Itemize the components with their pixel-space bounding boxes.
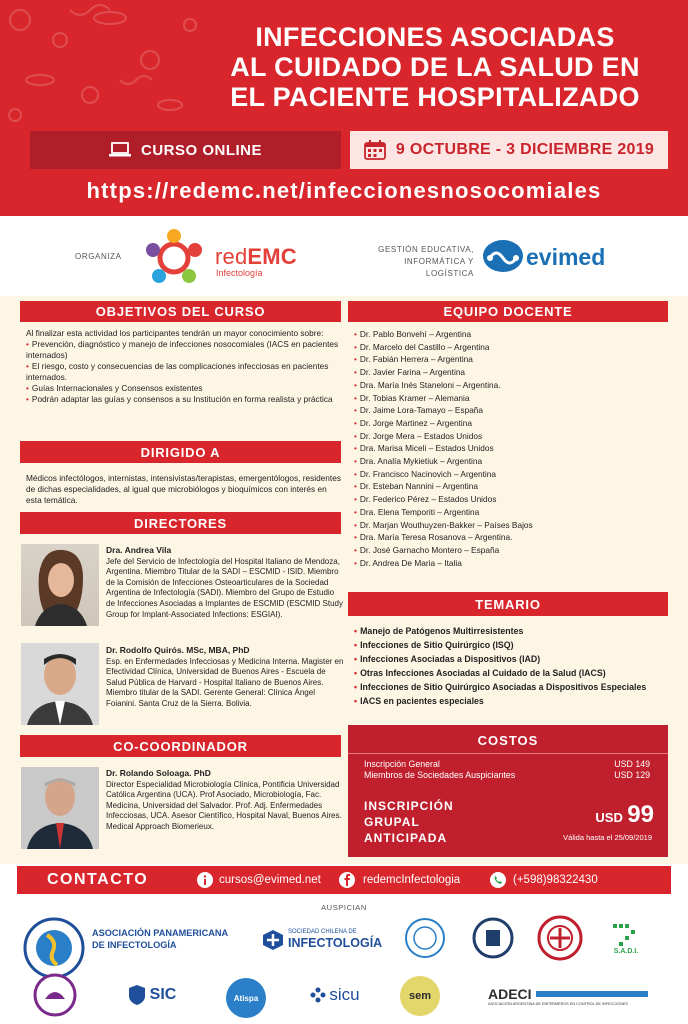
whatsapp-icon	[489, 871, 507, 889]
sponsors-area	[0, 912, 688, 1024]
costos-heading: COSTOS	[477, 733, 539, 748]
sochinf-logo-icon	[262, 928, 284, 952]
temario-list	[354, 624, 668, 708]
director-bio: Esp. en Enfermedades Infecciosas y Medicina Interna. Magister en Efectividad Clínica, Universidad de Buenos Aires - Escuela de Salud Pública de Harvard - Hospital Italiano de Buenos Aires. Miembro titular de la SADI. Gerente General: Clínica Ángel Foianini. Santa Cruz de la Sierra. Bolivia.	[106, 656, 344, 708]
contact-email-link[interactable]: cursos@evimed.net	[219, 874, 321, 886]
laptop-icon	[109, 142, 131, 158]
equipo-member: • Dra. Elena Temporiti – Argentina	[354, 506, 480, 517]
director-name: Dr. Rodolfo Quirós. MSc, MBA, PhD	[106, 645, 250, 655]
sochinf-name: SOCIEDAD CHILENA DE INFECTOLOGÍA	[288, 929, 383, 950]
title-line-1: INFECCIONES ASOCIADAS	[255, 22, 615, 52]
organiza-label: ORGANIZA	[75, 252, 122, 261]
info-icon	[197, 872, 213, 888]
objetivos-item: • Guías Internacionales y Consensos existentes	[26, 383, 203, 393]
apin-name: ASOCIACIÓN PANAMERICANA DE INFECTOLOGÍA	[92, 928, 229, 950]
equipo-member: • Dr. José Garnacho Montero – España	[354, 544, 500, 555]
temario-item: • Infecciones de Sitio Quirúrgico Asociadas a Dispositivos Especiales	[354, 682, 647, 692]
sic-logo: SIC	[112, 982, 192, 1008]
cocoordinador-bio: Director Especialidad Microbiología Clínica, Pontificia Universidad Católica Argentina (UCA). Prof Asociado, Microbiología, Fac. Medicina, Universidad del Salvador. Prof. Adj. Enfermedades Infecciosas, UCA. Asesor Científico, Hospital Naval, Buenos Aires. Medical Approach Biomerieux.	[106, 779, 342, 831]
header-banner	[0, 0, 688, 216]
evimed-wordmark: evimed	[526, 244, 606, 270]
equipo-list	[354, 328, 668, 569]
cocoordinador-photo	[21, 767, 99, 849]
equipo-member: • Dr. Pablo Bonvehí – Argentina	[354, 329, 472, 339]
page-title	[200, 22, 670, 112]
cocoordinador-heading: CO-COORDINADOR	[20, 735, 341, 757]
director-card-vila	[106, 545, 344, 620]
director-card-quiros	[106, 645, 344, 710]
temario-item: • Infecciones Asociadas a Dispositivos (IAD)	[354, 654, 541, 664]
dirigido-text: Médicos infectólogos, internistas, intensivistas/terapistas, emergentólogos, residentes de dichas especialidades, al igual que microbiólogos y bioquímicos con interés en esta temática.	[26, 473, 341, 505]
equipo-member: • Dr. Francisco Nacinovich – Argentina	[354, 468, 496, 479]
title-line-3: EL PACIENTE HOSPITALIZADO	[230, 82, 640, 112]
gestion-label: GESTIÓN EDUCATIVA, INFORMÁTICA Y LOGÍSTICA	[378, 245, 474, 278]
university-seal-icon	[471, 916, 515, 960]
costos-label-column	[364, 759, 515, 781]
redemc-subtitle: Infectología	[216, 268, 263, 278]
equipo-heading: EQUIPO DOCENTE	[348, 301, 668, 322]
costos-row-label: Miembros de Sociedades Auspiciantes	[364, 770, 516, 780]
directores-heading: DIRECTORES	[20, 512, 341, 534]
title-line-2: AL CUIDADO DE LA SALUD EN	[230, 52, 640, 82]
course-type-badge	[30, 131, 341, 169]
course-type-label: CURSO ONLINE	[140, 141, 262, 159]
costos-row-price: USD 129	[614, 770, 650, 780]
auspician-label: AUSPICIAN	[321, 903, 367, 912]
cocoordinador-name: Dr. Rolando Soloaga. PhD	[106, 768, 211, 778]
contact-label: CONTACTO	[47, 871, 149, 888]
objetivos-item: • El riesgo, costo y consecuencias de las complicaciones infecciosas en pacientes internados.	[26, 361, 329, 382]
equipo-member: • Dr. Andrea De Maria – Italia	[354, 557, 462, 568]
objetivos-content	[26, 328, 344, 405]
date-badge	[350, 131, 668, 169]
equipo-member: • Dr. Fabián Herrera – Argentina	[354, 354, 473, 365]
organizer-band	[0, 216, 688, 296]
equipo-member: • Dr. Javier Farina – Argentina	[354, 367, 466, 378]
equipo-member: • Dr. Marcelo del Castillo – Argentina	[354, 341, 490, 352]
grupal-price: USD 99	[595, 801, 654, 828]
temario-item: • IACS en pacientes especiales	[354, 696, 484, 706]
grupal-validity: Válida hasta el 25/09/2019	[563, 833, 652, 842]
director-photo-quiros	[21, 643, 99, 725]
sadi-logo-icon: S.A.D.I.	[606, 916, 646, 960]
course-url-link[interactable]: https://redemc.net/infeccionesnosocomiales	[86, 178, 602, 203]
temario-item: • Infecciones de Sitio Quirúrgico (ISQ)	[354, 640, 514, 650]
temario-heading: TEMARIO	[348, 592, 668, 616]
grupal-label: INSCRIPCIÓN GRUPAL ANTICIPADA	[364, 799, 454, 845]
sicu-logo: sicu	[300, 980, 370, 1010]
equipo-member: • Dr. Jorge Mera – Estados Unidos	[354, 430, 483, 441]
director-photo-vila	[21, 544, 99, 626]
sem-logo: sem	[400, 976, 440, 1016]
evimed-logo-icon	[480, 236, 526, 276]
temario-item: • Manejo de Patógenos Multirresistentes	[354, 626, 524, 636]
date-label: 9 OCTUBRE - 3 DICIEMBRE 2019	[395, 141, 655, 158]
temario-item: • Otras Infecciones Asociadas al Cuidado de la Salud (IACS)	[354, 668, 606, 678]
director-name: Dra. Andrea Vila	[106, 545, 172, 555]
redemc-logo-icon	[143, 228, 205, 286]
redemc-wordmark: redEMC	[215, 244, 297, 269]
calendar-icon	[364, 140, 386, 160]
equipo-member: • Dr. Jorge Martinez – Argentina	[354, 417, 472, 428]
equipo-member: • Dr. Esteban Nannini – Argentina	[354, 481, 478, 492]
paraguay-society-seal-icon	[32, 972, 78, 1018]
contact-phone-link[interactable]: (+598)98322430	[513, 874, 598, 886]
director-bio: Jefe del Servicio de Infectología del Hospital Italiano de Mendoza, Argentina. Miembro Titular de la SADI – ESCMID - ISID. Miembro de la Comisión de Infecciones Osteoarticulares de la Sociedad Argentina de Infectología (SADI). Miembro del Grupo de Estudio de Infecciones Asociadas a Implantes de ESCMID (ESCMID Study Group for Implant-Associated Infections: ESGIAI).	[106, 556, 343, 619]
apin-logo-icon	[22, 916, 86, 980]
facebook-icon	[339, 872, 355, 888]
equipo-member: • Dr. Jaime Lora-Tamayo – España	[354, 405, 484, 416]
equipo-member: • Dr. Marjan Wouthuyzen-Bakker – Países Bajos	[354, 519, 533, 530]
dirigido-heading: DIRIGIDO A	[20, 441, 341, 463]
adeci-logo: ADECI ASOCIACIÓN ARGENTINA DE ENFERMEROS EN CONTROL DE INFECCIONES	[488, 986, 648, 1006]
atispa-logo: Atispa	[226, 978, 266, 1018]
objetivos-intro: Al finalizar esta actividad los participantes tendrán un mayor conocimiento sobre:	[26, 328, 324, 338]
costos-panel	[348, 725, 668, 857]
objetivos-item: • Podrán adaptar las guías y consensos a su Institución en forma realista y práctica	[26, 394, 333, 404]
equipo-member: • Dra. Analía Mykietiuk – Argentina	[354, 456, 483, 467]
equipo-member: • Dr. Federico Pérez – Estados Unidos	[354, 494, 497, 505]
equipo-member: • Dra. María Teresa Rosanova – Argentina.	[354, 532, 513, 543]
equipo-member: • Dra. María Inés Staneloni – Argentina.	[354, 379, 501, 390]
costos-row-price: USD 149	[614, 759, 650, 769]
bacteria-pattern-icon	[0, 0, 230, 130]
costos-row-label: Inscripción General	[364, 759, 440, 769]
equipo-member: • Dr. Tobias Kramer – Alemania	[354, 392, 470, 403]
institution-seal-icon	[536, 914, 584, 962]
divider	[348, 753, 668, 754]
costos-price-column	[588, 759, 650, 781]
equipo-member: • Dra. Marisa Miceli – Estados Unidos	[354, 443, 494, 454]
contact-bar	[17, 866, 671, 894]
society-seal-icon	[403, 916, 447, 960]
objetivos-heading: OBJETIVOS DEL CURSO	[20, 301, 341, 322]
objetivos-item: • Prevención, diagnóstico y manejo de infecciones nosocomiales (IACS en pacientes internados)	[26, 339, 339, 360]
cocoordinador-card	[106, 768, 344, 833]
contact-facebook-link[interactable]: redemcInfectologia	[363, 874, 461, 886]
